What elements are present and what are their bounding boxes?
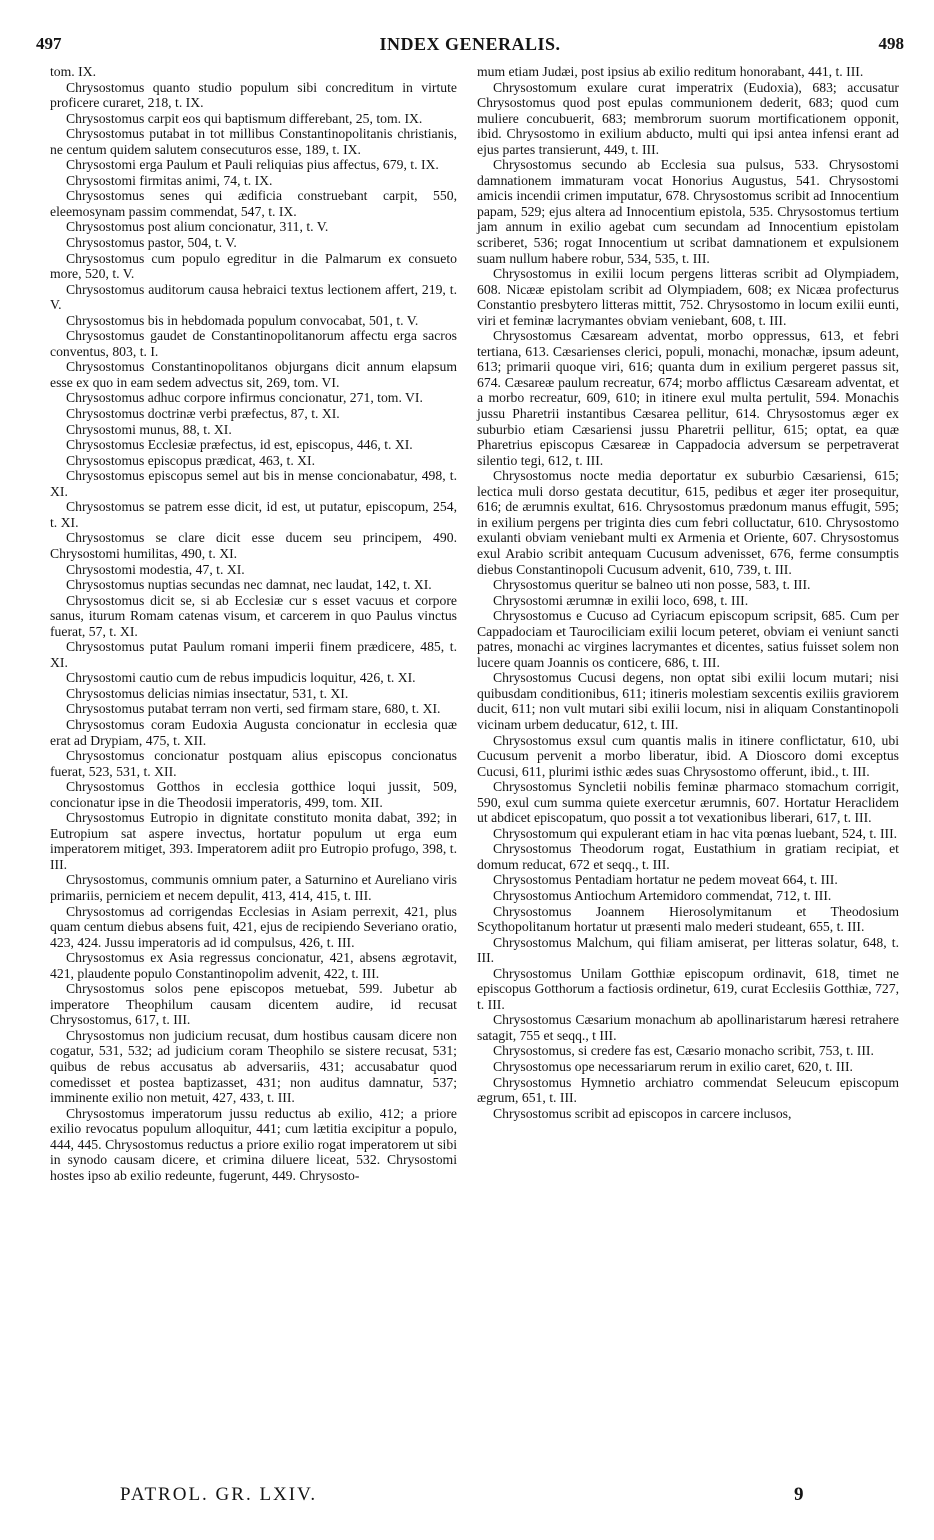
index-entry: Chrysostomus pastor, 504, t. V.	[66, 235, 237, 251]
index-entry: Chrysostomus solos pene episcopos metuebat, 599. Jubetur ab imperatore Theophilum causam dicentem audire, id recusat Chrysostomus, 617, t. III.	[50, 981, 457, 1028]
index-entry: Chrysostomus Cæsaream adventat, morbo oppressus, 613, et febri tertiana, 613. Cæsarienses clerici, populi, monachi, monachæ, ipsum adeunt, 613; primarii quoque viri, 616; quanta dum in exilium pergeret passus sit, 674. Cæsareæ paulum recreatur, 674; morbo afflictus Cæsaream adventat, et a morbo recreatur, 609, 610; in itinere exul multa pertulit, 594. Monachis jussu Pharetrii instantibus Cæsarea pellitur, 614. Chrysostomus æger ex suburbio etiam Cæsariensi jussu Pharetrii pellitur, 615; optat, ea quæ Pharetrius episcopus Cæsareæ in Cappadocia adversum se perpetraverat silentio tegi, 612, t. III.	[477, 328, 899, 468]
index-entry: mum etiam Judæi, post ipsius ab exilio reditum honorabant, 441, t. III.	[477, 64, 864, 79]
index-entry: Chrysostomus Cucusi degens, non optat sibi exilii locum mutari; nisi quibusdam conditionibus, 611; itineris molestiam sexcentis exiliis graviorem ducit, 611; non vult mutari sibi exilii locum, nisi in aliquam Constantinopoli vicinam urbem deducatur, 612, t. III.	[477, 670, 899, 732]
index-entry: Chrysostomus ad corrigendas Ecclesias in Asiam perrexit, 421, plus quam centum diebus absens fuit, 421, ejus de recipiendo Severiano oratio, 423, 424. Jussu imperatoris ad id compulsus, 426, t. III.	[50, 903, 457, 950]
index-column-right	[477, 64, 899, 1121]
index-entry: Chrysostomus delicias nimias insectatur, 531, t. XI.	[66, 685, 349, 701]
index-entry: Chrysostomus, communis omnium pater, a Saturnino et Aureliano viris primariis, perniciem et necem depulit, 413, 414, 415, t. III.	[50, 872, 457, 903]
index-entry: Chrysostomus in exilii locum pergens litteras scribit ad Olympiadem, 608. Nicææ epistolam scribit ad Olympiadem, 608; ex Nicæa profecturus Constantio presbytero litteras mittit, 752. Chrysostomo in locum exilii eunti, viri et feminæ lacrymantes obviam veniebant, 608, t. III.	[477, 266, 899, 328]
signature-mark: PATROL. GR. LXIV.	[120, 1484, 318, 1505]
index-entry: Chrysostomus ope necessariarum rerum in exilio caret, 620, t. III.	[493, 1059, 853, 1074]
index-entry: Chrysostomus imperatorum jussu reductus ab exilio, 412; a priore exilio revocatus populum alloquitur, 441; cum lætitia excipitur a populo, 444, 445. Chrysostomus reductus a priore exilio rogat imperatorem ut sibi in synodo causam dicere, et crimina diluere liceat, 532. Chrysostomi hostes ipso ab exilio redeunte, fugerunt, 449. Chrysosto-	[50, 1105, 457, 1183]
index-entry: Chrysostomus Ecclesiæ præfectus, id est, episcopus, 446, t. XI.	[66, 437, 413, 453]
index-entry: Chrysostomus senes qui ædificia construebant carpit, 550, eleemosynam passim commendat, 547, t. IX.	[50, 188, 457, 219]
index-entry: Chrysostomum qui expulerant etiam in hac vita pœnas luebant, 524, t. III.	[493, 825, 898, 841]
index-entry: Chrysostomus adhuc corpore infirmus concionatur, 271, tom. VI.	[66, 390, 423, 406]
index-entry: Chrysostomus concionatur postquam alius episcopus concionatus fuerat, 523, 531, t. XII.	[50, 748, 457, 779]
index-entry: Chrysostomus scribit ad episcopos in carcere inclusos,	[493, 1105, 792, 1121]
page-footer	[30, 1484, 910, 1508]
index-entry: Chrysostomus Antiochum Artemidoro commendat, 712, t. III.	[493, 887, 832, 903]
index-entry: Chrysostomus Joannem Hierosolymitanum et Theodosium Scythopolitanum hortatur ut præsenti malo mederi studeant, 655, t. III.	[477, 903, 899, 935]
index-entry: Chrysostomus se patrem esse dicit, id est, ut putatur, episcopum, 254, t. XI.	[50, 499, 457, 530]
index-entry: Chrysostomus episcopus semel aut bis in mense concionabatur, 498, t. XI.	[50, 468, 457, 499]
index-entry: Chrysostomus episcopus prædicat, 463, t. XI.	[66, 452, 316, 468]
index-entry: Chrysostomus putat Paulum romani imperii finem prædicere, 485, t. XI.	[50, 639, 457, 670]
index-entry: Chrysostomus bis in hebdomada populum convocabat, 501, t. V.	[66, 312, 419, 328]
index-entry: Chrysostomus quanto studio populum sibi concreditum in virtute proficere curaret, 218, t. IX.	[50, 79, 457, 111]
index-entry: Chrysostomus post alium concionatur, 311, t. V.	[66, 219, 329, 235]
index-entry: Chrysostomus putabat terram non verti, sed firmam stare, 680, t. XI.	[66, 701, 441, 717]
index-entry: Chrysostomus Hymnetio archiatro commendat Seleucum episcopum ægrum, 651, t. III.	[477, 1074, 899, 1106]
index-entry: Chrysostomus coram Eudoxia Augusta concionatur in ecclesia quæ erat ad Drypiam, 475, t. XII.	[50, 716, 457, 748]
index-entry: Chrysostomus Theodorum rogat, Eustathium in gratiam recipiat, et domum reducat, 672 et seqq., t. III.	[477, 841, 899, 872]
index-entry: Chrysostomus nuptias secundas nec damnat, nec laudat, 142, t. XI.	[66, 577, 432, 593]
index-entry: Chrysostomus Unilam Gotthiæ episcopum ordinavit, 618, timet ne episcopus Gotthorum a factiosis ordinetur, 619, curat Ecclesiis Gotthiæ, 727, t. III.	[477, 965, 899, 1012]
index-entry: Chrysostomus Eutropio in dignitate constituto monita dabat, 392; in Eutropium sat aspere invectus, hortatur populum ut erga eum imperatorem mitiget, 393. Imperatorem adiit pro Eutropio profugo, 398, t. III.	[50, 810, 457, 872]
index-entry: Chrysostomus, si credere fas est, Cæsario monacho scribit, 753, t. III.	[493, 1043, 874, 1059]
index-entry: Chrysostomus doctrinæ verbi præfectus, 87, t. XI.	[66, 406, 340, 422]
index-entry: Chrysostomus e Cucuso ad Cyriacum episcopum scripsit, 685. Cum per Cappadociam et Taurociliciam exilii locum peteret, obviam ei veniunt sancti patres, monachi ac virgines lacrymantes et dicentes, satius fuisset solem non lucere quam Joannis os conticere, 686, t. III.	[477, 608, 899, 670]
index-entry: Chrysostomus auditorum causa hebraici textus lectionem affert, 219, t. V.	[50, 281, 457, 313]
index-entry: Chrysostomus non judicium recusat, dum hostibus causam dicere non cogatur, 531, 532; ad judicium coram Theophilo se sistere recusat, 531; quibus de rebus accusatus ab adversariis, 431; accusabatur quod comedisset et postea baptizasset, 431; non auditus damnatur, 537; imminente exilio non metuit, 427, 433, t. III.	[50, 1027, 457, 1106]
index-entry: Chrysostomi ærumnæ in exilii loco, 698, t. III.	[493, 592, 749, 608]
index-entry: Chrysostomi modestia, 47, t. XI.	[66, 561, 245, 577]
index-entry: Chrysostomum exulare curat imperatrix (Eudoxia), 683; accusatur Chrysostomus quod post epulas communionem dederit, 683; quod cum muliere concubuerit, 683; membrorum suorum mortificationem opponit, ibid. Chrysostomo in exilium abducto, multi qui ipsi antea infensi erant ad ejus partes transierunt, 449, t. III.	[477, 79, 899, 157]
index-entry: Chrysostomus gaudet de Constantinopolitanorum affectu erga sacros conventus, 803, t. I.	[50, 328, 457, 359]
index-entry: Chrysostomi cautio cum de rebus impudicis loquitur, 426, t. XI.	[66, 670, 416, 686]
index-entry: Chrysostomus carpit eos qui baptismum differebant, 25, tom. IX.	[66, 110, 423, 126]
index-entry: Chrysostomus ex Asia regressus concionatur, 421, absens ægrotavit, 421, plaudente populo Constantinopolim advenit, 422, t. III.	[50, 950, 457, 981]
index-entry: Chrysostomi erga Paulum et Pauli reliquias pius affectus, 679, t. IX.	[66, 157, 439, 173]
index-entry: Chrysostomus Constantinopolitanos objurgans dicit annum elapsum esse ex quo in eam sedem advectus sit, 269, tom. VI.	[50, 359, 457, 390]
index-entry: Chrysostomus Pentadiam hortatur ne pedem moveat 664, t. III.	[493, 872, 838, 888]
index-entry: tom. IX.	[50, 64, 97, 79]
page-number-right: 498	[878, 34, 904, 53]
index-entry: Chrysostomus queritur se balneo uti non posse, 583, t. III.	[493, 577, 811, 593]
index-entry: Chrysostomi munus, 88, t. XI.	[66, 421, 232, 437]
index-entry: Chrysostomus se clare dicit esse ducem seu principem, 490. Chrysostomi humilitas, 490, t. XI.	[50, 530, 457, 561]
index-entry: Chrysostomus Gotthos in ecclesia gotthice loqui jussit, 509, concionatur ipse in die Theodosii imperatoris, 499, tom. XII.	[50, 779, 457, 810]
sheet-number: 9	[794, 1484, 804, 1505]
index-entry: Chrysostomus Cæsarium monachum ab apollinaristarum hæresi retrahere satagit, 755 et seqq., t III.	[477, 1012, 899, 1043]
running-header	[30, 34, 910, 60]
index-entry: Chrysostomus Malchum, qui filiam amiserat, per litteras solatur, 648, t. III.	[477, 934, 899, 966]
index-entry: Chrysostomus dicit se, si ab Ecclesiæ cur s esset vacuus et corpore sanus, iturum Romam catenas visum, et carcerem in quo Paulus vinctus fuerat, 57, t. XI.	[50, 592, 457, 639]
index-entry: Chrysostomus secundo ab Ecclesia sua pulsus, 533. Chrysostomi damnationem immaturam vocat Honorius Augustus, 541. Chrysostomi amicis incendii crimen imputatur, 678. Chrysostomus scribit ad Innocentium papam, 529; ejus altera ad Innocentium epistola, 535. Chrysostomus tertium jam annum in exilio agebat cum secundam ad Innocentium epistolam scriberet, 536; rogat Innocentium ut scribat damnationem et expulsionem suam nullum habere robur, 534, 535, t. III.	[477, 157, 899, 266]
index-entry: Chrysostomus putabat in tot millibus Constantinopolitanis christianis, ne centum quidem salutem consecuturos esse, 189, t. IX.	[50, 126, 457, 157]
page-title: INDEX GENERALIS.	[379, 34, 561, 54]
index-entry: Chrysostomus nocte media deportatur ex suburbio Cæsariensi, 615; lectica muli dorso gestata decutitur, 615, pedibus et æger iter prosequitur, 616; de ærumnis exultat, 616. Chrysostomus prædonum manus effugit, 595; in exilium pergens per triginta dies cum febri colluctatur, 610. Chrysostomo exulanti obviam veniebant multi ex Armenia et Oriente, 607. Chrysostomus exul Arabio scribit antequam Cucusum advenisset, 676, ferme consumptis diebus Constantinopoli Cucusum advenit, 610, 739, t. III.	[477, 468, 899, 577]
index-entry: Chrysostomus Syncletii nobilis feminæ pharmaco stomachum corrigit, 590, exul cum summa quiete exercetur ærumnis, 607. Hortatur Heraclidem ut abdicet episcopatum, quo possit a tot vexationibus liberari, 617, t. III.	[477, 779, 899, 826]
page-number-left: 497	[36, 34, 62, 53]
index-column-left	[50, 64, 457, 1183]
index-entry: Chrysostomus cum populo egreditur in die Palmarum ex consueto more, 520, t. V.	[50, 250, 457, 282]
index-entry: Chrysostomi firmitas animi, 74, t. IX.	[66, 172, 273, 188]
index-entry: Chrysostomus exsul cum quantis malis in itinere conflictatur, 610, ubi Cucusum pervenit a morbo liberatur, ibid. A Dioscoro domi exceptus Cucusi, 611, plurimi isthic ædes suas Chrysostomo offerunt, ibid., t. III.	[477, 732, 899, 779]
